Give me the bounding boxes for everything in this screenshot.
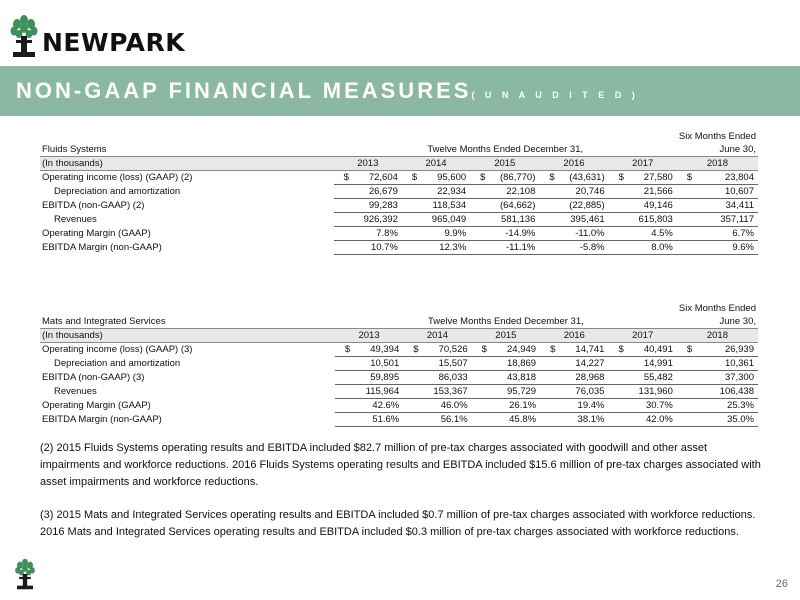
value-cell <box>403 385 471 399</box>
value-cell <box>470 185 539 199</box>
currency-symbol: $ <box>686 344 693 355</box>
cell-value: 49,146 <box>643 200 673 211</box>
value-cell <box>403 399 471 413</box>
twelve-months-header: Twelve Months Ended December 31, <box>427 144 584 155</box>
cell-value: 15,507 <box>438 358 468 369</box>
year-header: 2015 <box>470 157 539 171</box>
value-cell <box>677 343 758 357</box>
cell-value: 59,895 <box>370 372 400 383</box>
value-cell <box>472 343 540 357</box>
row-label: Revenues <box>54 386 97 397</box>
units-label: (In thousands) <box>40 157 334 171</box>
row-label: Operating income (loss) (GAAP) (3) <box>42 344 193 356</box>
six-months-date: June 30, <box>719 316 756 327</box>
currency-symbol: $ <box>550 344 556 355</box>
value-cell <box>403 343 471 357</box>
twelve-months-header: Twelve Months Ended December 31, <box>427 316 584 327</box>
table-row <box>40 213 758 227</box>
cell-value: 35.0% <box>727 414 754 425</box>
cell-value: 926,392 <box>363 214 398 225</box>
page-title-text: NON-GAAP FINANCIAL MEASURES <box>16 78 472 103</box>
cell-value: 43,818 <box>507 372 537 383</box>
cell-value: 86,033 <box>438 372 468 383</box>
value-cell <box>540 357 608 371</box>
cell-value: 40,491 <box>643 344 673 355</box>
six-months-header: Six Months Ended <box>678 131 756 142</box>
year-header: 2016 <box>540 329 608 343</box>
cell-value: 95,600 <box>437 172 467 183</box>
cell-value: 153,367 <box>433 386 468 397</box>
year-header: 2018 <box>677 157 758 171</box>
value-cell <box>335 343 403 357</box>
value-cell <box>677 413 758 427</box>
cell-value: 23,804 <box>724 172 754 183</box>
cell-value: 7.8% <box>376 228 398 239</box>
cell-value: 34,411 <box>725 200 754 211</box>
cell-value: 21,566 <box>643 186 673 197</box>
cell-value: 27,580 <box>643 172 673 183</box>
segment-title: Fluids Systems <box>42 144 107 155</box>
footnotes <box>40 440 770 557</box>
fluids-systems-table <box>40 130 758 255</box>
value-cell <box>677 213 758 227</box>
units-label: (In thousands) <box>40 329 335 343</box>
cell-value: 581,136 <box>501 214 536 225</box>
cell-value: 28,968 <box>575 372 605 383</box>
cell-value: 76,035 <box>575 386 605 397</box>
currency-symbol: $ <box>344 344 351 355</box>
row-label: EBITDA Margin (non-GAAP) <box>42 414 162 425</box>
cell-value: 8.0% <box>651 242 673 253</box>
value-cell <box>472 371 540 385</box>
value-cell <box>335 357 403 371</box>
currency-symbol: $ <box>413 344 419 355</box>
value-cell <box>335 371 403 385</box>
value-cell <box>403 413 471 427</box>
cell-value: (86,770) <box>499 172 536 183</box>
value-cell <box>540 385 608 399</box>
value-cell <box>470 199 539 213</box>
value-cell <box>472 357 540 371</box>
cell-value: 45.8% <box>509 414 537 425</box>
cell-value: 9.6% <box>732 242 754 253</box>
year-header: 2013 <box>335 329 403 343</box>
year-header: 2016 <box>539 157 608 171</box>
currency-symbol: $ <box>686 172 693 183</box>
value-cell <box>677 371 758 385</box>
cell-value: 18,869 <box>507 358 537 369</box>
cell-value: (22,885) <box>569 200 605 211</box>
cell-value: 131,960 <box>638 386 673 397</box>
currency-symbol: $ <box>618 344 624 355</box>
value-cell <box>608 385 676 399</box>
cell-value: 10,501 <box>370 358 400 369</box>
value-cell <box>403 371 471 385</box>
table-row <box>40 385 758 399</box>
row-label: EBITDA (non-GAAP) (3) <box>42 372 145 383</box>
tree-logo-icon <box>10 14 38 58</box>
row-label: Operating Margin (GAAP) <box>42 228 151 239</box>
cell-value: 10.7% <box>370 242 398 253</box>
cell-value: 25.3% <box>727 400 754 411</box>
value-cell <box>402 213 470 227</box>
row-label: Depreciation and amortization <box>54 186 181 197</box>
value-cell <box>539 185 608 199</box>
value-cell <box>608 343 676 357</box>
value-cell <box>609 171 677 185</box>
cell-value: 42.6% <box>372 400 400 411</box>
table-row <box>40 171 758 185</box>
footnote-2: (2) 2015 Fluids Systems operating results and EBITDA included $82.7 million of pre-tax charges associated with goodwill and other asset impairments and workforce reductions. 2016 Fluids Systems operating results and EBITDA included $15.6 million of pre-tax charges associated with asset impairments and workforce reductions. <box>40 442 761 488</box>
segment-title: Mats and Integrated Services <box>42 316 166 327</box>
table-row <box>40 413 758 427</box>
row-label: EBITDA (non-GAAP) (2) <box>42 200 145 211</box>
value-cell <box>472 385 540 399</box>
table-row <box>40 185 758 199</box>
cell-value: 55,482 <box>643 372 673 383</box>
year-header: 2014 <box>402 157 470 171</box>
value-cell <box>609 227 677 241</box>
currency-symbol: $ <box>343 172 349 183</box>
table-row <box>40 357 758 371</box>
value-cell <box>334 171 402 185</box>
value-cell <box>540 343 608 357</box>
value-cell <box>334 241 402 255</box>
table-row <box>40 371 758 385</box>
value-cell <box>677 357 758 371</box>
cell-value: 22,934 <box>437 186 467 197</box>
value-cell <box>402 185 470 199</box>
table-row <box>40 227 758 241</box>
value-cell <box>608 371 676 385</box>
cell-value: 20,746 <box>575 186 605 197</box>
company-logo <box>10 8 185 58</box>
value-cell <box>609 213 677 227</box>
value-cell <box>402 227 470 241</box>
currency-symbol: $ <box>549 172 555 183</box>
value-cell <box>334 199 402 213</box>
cell-value: 26,679 <box>368 186 398 197</box>
year-header: 2014 <box>403 329 471 343</box>
year-header: 2015 <box>472 329 540 343</box>
value-cell <box>334 185 402 199</box>
cell-value: (43,631) <box>569 172 605 183</box>
cell-value: 22,108 <box>506 186 536 197</box>
row-label: EBITDA Margin (non-GAAP) <box>42 242 162 253</box>
currency-symbol: $ <box>411 172 418 183</box>
cell-value: 56.1% <box>440 414 468 425</box>
cell-value: 6.7% <box>732 228 754 239</box>
table-row <box>40 199 758 213</box>
cell-value: 106,438 <box>719 386 754 397</box>
value-cell <box>470 227 539 241</box>
value-cell <box>539 227 608 241</box>
cell-value: 14,227 <box>575 358 605 369</box>
currency-symbol: $ <box>480 172 486 183</box>
cell-value: 49,394 <box>370 344 400 355</box>
cell-value: -14.9% <box>505 228 536 239</box>
cell-value: 51.6% <box>372 414 400 425</box>
value-cell <box>609 185 677 199</box>
year-header: 2017 <box>608 329 676 343</box>
page-title <box>16 78 639 104</box>
value-cell <box>677 171 758 185</box>
cell-value: 99,283 <box>368 200 398 211</box>
cell-value: 19.4% <box>577 400 605 411</box>
value-cell <box>470 241 539 255</box>
value-cell <box>608 357 676 371</box>
value-cell <box>402 241 470 255</box>
value-cell <box>470 171 539 185</box>
value-cell <box>334 213 402 227</box>
cell-value: 37,300 <box>724 372 754 383</box>
cell-value: 965,049 <box>431 214 467 225</box>
cell-value: 38.1% <box>577 414 605 425</box>
value-cell <box>608 399 676 413</box>
cell-value: -11.1% <box>505 242 536 253</box>
six-months-header: Six Months Ended <box>678 303 756 314</box>
six-months-date: June 30, <box>719 144 756 155</box>
value-cell <box>609 199 677 213</box>
cell-value: 42.0% <box>645 414 673 425</box>
cell-value: 357,117 <box>720 214 754 225</box>
cell-value: 46.0% <box>440 400 468 411</box>
page-subtitle: ( U N A U D I T E D ) <box>471 90 639 100</box>
value-cell <box>539 241 608 255</box>
row-label: Operating Margin (GAAP) <box>42 400 151 411</box>
cell-value: 615,803 <box>638 214 673 225</box>
value-cell <box>540 371 608 385</box>
value-cell <box>539 213 608 227</box>
cell-value: 14,741 <box>575 344 605 355</box>
cell-value: 10,607 <box>724 186 754 197</box>
value-cell <box>677 399 758 413</box>
cell-value: 24,949 <box>507 344 537 355</box>
cell-value: 14,991 <box>643 358 673 369</box>
row-label: Operating income (loss) (GAAP) (2) <box>42 172 193 184</box>
value-cell <box>677 385 758 399</box>
tree-logo-icon <box>14 558 36 590</box>
value-cell <box>335 413 403 427</box>
cell-value: 9.9% <box>444 228 467 239</box>
cell-value: 12.3% <box>439 242 467 253</box>
value-cell <box>608 413 676 427</box>
value-cell <box>677 227 758 241</box>
cell-value: 26,939 <box>724 344 754 355</box>
table-row <box>40 343 758 357</box>
cell-value: 95,729 <box>507 386 537 397</box>
value-cell <box>335 385 403 399</box>
value-cell <box>335 399 403 413</box>
value-cell <box>539 171 608 185</box>
value-cell <box>470 213 539 227</box>
value-cell <box>334 227 402 241</box>
value-cell <box>677 241 758 255</box>
mats-services-table <box>40 302 758 427</box>
value-cell <box>609 241 677 255</box>
currency-symbol: $ <box>618 172 624 183</box>
value-cell <box>540 413 608 427</box>
cell-value: (64,662) <box>499 200 536 211</box>
page-number: 26 <box>775 578 788 590</box>
row-label: Depreciation and amortization <box>54 358 181 369</box>
cell-value: 118,534 <box>432 200 467 211</box>
table-row <box>40 241 758 255</box>
title-banner <box>0 66 800 116</box>
value-cell <box>539 199 608 213</box>
value-cell <box>402 199 470 213</box>
cell-value: 10,361 <box>724 358 754 369</box>
cell-value: 26.1% <box>509 400 537 411</box>
year-header: 2017 <box>609 157 677 171</box>
value-cell <box>677 185 758 199</box>
value-cell <box>540 399 608 413</box>
currency-symbol: $ <box>481 344 487 355</box>
value-cell <box>403 357 471 371</box>
value-cell <box>472 399 540 413</box>
cell-value: 115,964 <box>365 386 400 397</box>
value-cell <box>677 199 758 213</box>
logo-text: NEWPARK <box>42 28 186 57</box>
row-label: Revenues <box>54 214 97 225</box>
cell-value: -11.0% <box>575 228 605 239</box>
table-row <box>40 399 758 413</box>
cell-value: 72,604 <box>368 172 398 183</box>
value-cell <box>472 413 540 427</box>
cell-value: 30.7% <box>645 400 673 411</box>
value-cell <box>402 171 470 185</box>
year-header: 2013 <box>334 157 402 171</box>
cell-value: 4.5% <box>651 228 673 239</box>
year-header: 2018 <box>677 329 758 343</box>
cell-value: 395,461 <box>570 214 605 225</box>
cell-value: -5.8% <box>579 242 605 253</box>
footnote-3: (3) 2015 Mats and Integrated Services operating results and EBITDA included $0.7 million of pre-tax charges associated with workforce reductions. 2016 Mats and Integrated Services operating results and EBITDA included $0.3 million of pre-tax charges associated with workforce reductions. <box>40 509 756 538</box>
cell-value: 70,526 <box>438 344 468 355</box>
